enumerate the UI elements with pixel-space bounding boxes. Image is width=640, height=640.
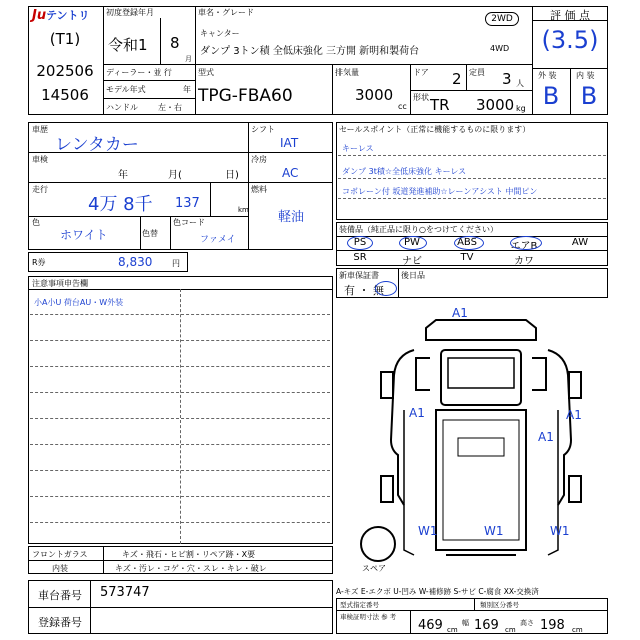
color-label: 色	[32, 218, 40, 227]
left-id-line2: 14506	[41, 86, 89, 104]
dims-width-unit: cm	[505, 626, 516, 634]
diagram-mark-7: W1	[550, 524, 570, 538]
inspection-month: 月(	[168, 170, 182, 181]
left-id-t: (T1)	[49, 30, 81, 48]
car-name-label: 車名・グレード	[198, 8, 254, 17]
car-grade: ダンプ 3トン積 全低床強化 三方開 新明和製荷台	[200, 46, 420, 57]
diagram-mark-6: W1	[484, 524, 504, 538]
dealer-label: ディーラー・並 行	[106, 68, 172, 77]
recycle-unit: 円	[172, 259, 180, 268]
dims-height: 198	[540, 618, 565, 633]
model-year-label: モデル年式	[106, 85, 146, 94]
handle-label: ハンドル	[106, 103, 138, 112]
model-year-unit: 年	[183, 85, 191, 94]
legend: A-キズ E-エクボ U-凹み W-補修跡 S-サビ C-腐食 XX-交換済	[336, 587, 539, 596]
fuel-label: 燃料	[251, 185, 267, 194]
interior-items: キズ・汚レ・コゲ・穴・スレ・キレ・破レ	[115, 564, 267, 573]
sales-line-1: キーレス	[342, 144, 374, 153]
notes-label: 注意事項申告欄	[32, 279, 88, 288]
diagram-mark-2: A1	[409, 406, 425, 420]
logo-ju: Ju	[32, 8, 47, 23]
car-type-value: レンタカー	[55, 135, 139, 155]
displacement-value: 3000	[355, 86, 394, 104]
recycle-label: R券	[32, 258, 46, 267]
dims-height-unit: cm	[572, 626, 583, 634]
mileage-label: 走行	[32, 185, 48, 194]
car-type-label: 車歴	[32, 125, 48, 134]
diagram-mark-4: A1	[538, 430, 554, 444]
ext-value: B	[542, 82, 560, 110]
score-label: 評 価 点	[550, 9, 590, 22]
shape-value: TR	[430, 96, 450, 114]
inspection-year: 年	[118, 170, 128, 181]
warranty-value: 有 ・ 無	[344, 284, 384, 297]
color-change-label: 色替	[142, 229, 158, 238]
diagram-mark-5: W1	[418, 524, 438, 538]
int-value: B	[580, 82, 598, 110]
drive-4wd: 4WD	[490, 44, 510, 53]
equipment-airbag: エアB	[510, 241, 538, 252]
load-value: 3000	[476, 96, 515, 114]
chassis-value: 573747	[100, 585, 150, 600]
after-label: 後日品	[401, 271, 425, 280]
displacement-label: 排気量	[335, 68, 359, 77]
handle-value: 左・右	[158, 103, 182, 112]
equipment-leather: カワ	[514, 256, 534, 267]
color-code-label: 色コード	[173, 218, 205, 227]
reg-era: 令和1	[108, 36, 148, 54]
displacement-unit: cc	[398, 102, 407, 111]
door-value: 2	[452, 70, 462, 88]
sales-line-3: コボレーン付 坂道発進補助☆レーンアシスト 中間ピン	[342, 187, 538, 196]
ext-label: 外 装	[538, 71, 557, 80]
dims-width: 169	[474, 618, 499, 633]
mileage-extra: 137	[175, 196, 200, 211]
mileage-unit: km	[238, 206, 249, 214]
dims-width-label: 幅	[462, 619, 469, 627]
drive-2wd: 2WD	[485, 12, 519, 26]
equipment-label: 装備品（純正品に限り○をつけてください）	[339, 225, 498, 234]
car-maker: キャンター	[200, 29, 240, 38]
equipment-navi: ナビ	[402, 256, 422, 267]
dims-len: 469	[418, 618, 443, 633]
equipment-aw: AW	[571, 237, 589, 248]
sales-line-2: ダンプ 3t積☆全低床強化 キーレス	[342, 167, 467, 176]
type-value: TPG-FBA60	[198, 86, 293, 106]
left-id-line1: 202506	[36, 62, 94, 80]
fuel-value: 軽油	[278, 210, 305, 225]
equipment-ps-circle	[347, 236, 373, 250]
dims-model-label: 型式指定番号	[340, 601, 379, 609]
equipment-tv: TV	[460, 252, 474, 263]
inspection-day: 日)	[225, 170, 239, 181]
color-value: ホワイト	[60, 228, 108, 242]
sales-label: セールスポイント（正常に機能するものに限ります）	[339, 125, 531, 134]
aircon-value: AC	[282, 166, 299, 180]
inspection-label: 車検	[32, 155, 48, 164]
warranty-label: 新車保証書	[339, 271, 379, 280]
equipment-abs-circle	[454, 236, 484, 250]
equipment-abs: ABS	[457, 237, 477, 248]
recycle-frame	[28, 252, 188, 272]
equipment-ps: PS	[353, 237, 367, 248]
shape-label: 形状	[413, 93, 429, 102]
reg-label: 初度登録年月	[106, 8, 154, 17]
equipment-pw: PW	[404, 237, 420, 248]
dims-height-label: 高さ	[520, 619, 534, 627]
int-label: 内 装	[576, 71, 595, 80]
equipment-pw-circle	[399, 236, 427, 250]
mileage-value: 4万 8千	[88, 194, 153, 215]
capacity-unit: 人	[516, 79, 524, 88]
front-glass-label: フロントガラス	[32, 550, 88, 559]
logo-rest: テントリ	[46, 9, 90, 22]
type-label: 型式	[198, 68, 214, 77]
logo	[32, 7, 90, 23]
dims-len-unit: cm	[447, 626, 458, 634]
dims-class-label: 類別区分番号	[480, 601, 519, 609]
shift-value: IAT	[280, 136, 299, 150]
dims-len-label: 車検証明寸法 参 考	[340, 613, 397, 621]
reg-month: 8	[170, 34, 180, 52]
color-code-value: ファメイ	[200, 235, 236, 245]
diagram-mark-3: A1	[566, 408, 582, 422]
score-value: (3.5)	[541, 26, 599, 54]
warranty-circle	[375, 281, 397, 296]
reg-month-unit: 月	[185, 55, 192, 63]
interior-label: 内装	[52, 564, 68, 573]
door-label: ドア	[413, 68, 429, 77]
notes-text: 小A小U 荷台AU・W外装	[34, 298, 124, 307]
diagram-mark-1: A1	[452, 306, 468, 320]
capacity-value: 3	[502, 70, 512, 88]
load-unit: kg	[516, 104, 526, 113]
capacity-label: 定員	[469, 68, 485, 77]
aircon-label: 冷房	[251, 155, 267, 164]
shift-label: シフト	[251, 125, 275, 134]
recycle-value: 8,830	[118, 255, 153, 269]
equipment-airbag-circle	[510, 236, 542, 250]
diagram-spare: スペア	[362, 564, 386, 573]
equipment-sr: SR	[353, 252, 367, 263]
front-glass-items: キズ・飛石・ヒビ割・リペア跡・X要	[122, 550, 256, 559]
vehicle-diagram	[336, 300, 608, 582]
registration-label: 登録番号	[38, 616, 82, 629]
chassis-label: 車台番号	[38, 589, 82, 602]
